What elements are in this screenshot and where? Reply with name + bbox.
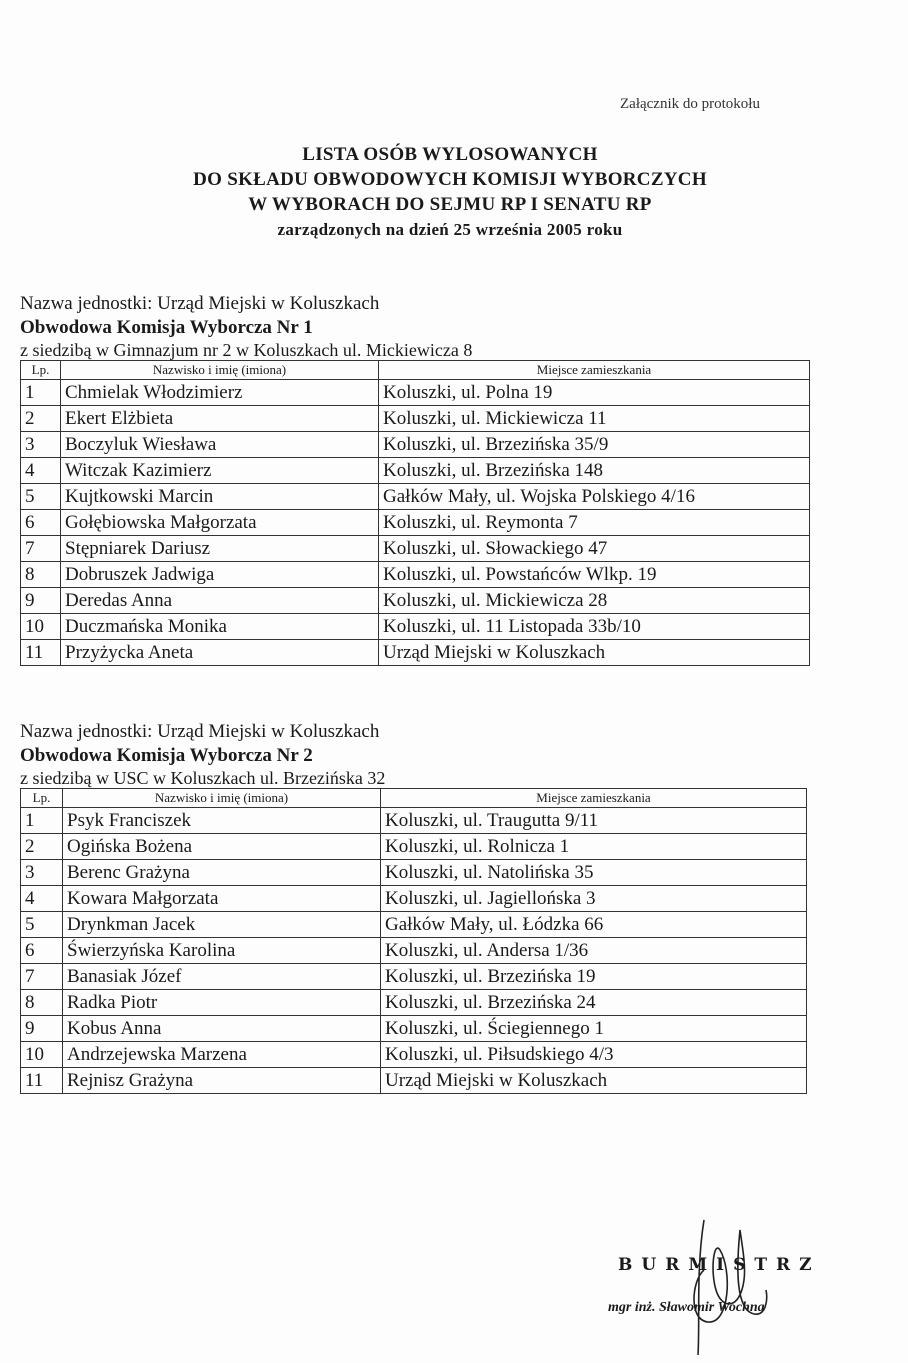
row-lp: 6: [21, 510, 61, 536]
row-address: Urząd Miejski w Koluszkach: [379, 640, 810, 666]
row-address: Koluszki, ul. Andersa 1/36: [381, 938, 807, 964]
row-name: Witczak Kazimierz: [61, 458, 379, 484]
table-row: [21, 834, 807, 860]
row-lp: 1: [21, 808, 63, 834]
table-row: [21, 808, 807, 834]
row-lp: 5: [21, 912, 63, 938]
row-name: Kowara Małgorzata: [63, 886, 381, 912]
row-address: Koluszki, ul. Brzezińska 24: [381, 990, 807, 1016]
row-name: Berenc Grażyna: [63, 860, 381, 886]
table-header-row: [21, 789, 807, 808]
header-address: Miejsce zamieszkania: [381, 789, 807, 808]
row-name: Stępniarek Dariusz: [61, 536, 379, 562]
header-lp: Lp.: [21, 361, 61, 380]
table-row: [21, 432, 810, 458]
row-name: Rejnisz Grażyna: [63, 1068, 381, 1094]
document-title: [100, 142, 800, 242]
row-lp: 4: [21, 886, 63, 912]
table-row: [21, 380, 810, 406]
annex-label: Załącznik do protokołu: [620, 96, 760, 112]
committee-seat: z siedzibą w USC w Koluszkach ul. Brzezińska 32: [20, 768, 386, 788]
table-row: [21, 1016, 807, 1042]
signature-role: BURMISTRZ: [618, 1255, 821, 1275]
row-address: Koluszki, ul. Brzezińska 148: [379, 458, 810, 484]
row-name: Drynkman Jacek: [63, 912, 381, 938]
row-address: Koluszki, ul. 11 Listopada 33b/10: [379, 614, 810, 640]
row-lp: 7: [21, 536, 61, 562]
row-name: Kobus Anna: [63, 1016, 381, 1042]
row-name: Ekert Elżbieta: [61, 406, 379, 432]
row-lp: 10: [21, 614, 61, 640]
row-name: Boczyluk Wiesława: [61, 432, 379, 458]
title-line-3: W WYBORACH DO SEJMU RP I SENATU RP: [248, 194, 652, 215]
row-name: Ogińska Bożena: [63, 834, 381, 860]
handwritten-signature: [670, 1210, 780, 1360]
committee-section-1: [20, 292, 810, 666]
row-lp: 2: [21, 834, 63, 860]
row-name: Radka Piotr: [63, 990, 381, 1016]
row-name: Andrzejewska Marzena: [63, 1042, 381, 1068]
committee-section-2: [20, 720, 810, 1094]
table-row: [21, 886, 807, 912]
header-address: Miejsce zamieszkania: [379, 361, 810, 380]
row-lp: 11: [21, 640, 61, 666]
header-lp: Lp.: [21, 789, 63, 808]
row-address: Koluszki, ul. Ściegiennego 1: [381, 1016, 807, 1042]
row-name: Gołębiowska Małgorzata: [61, 510, 379, 536]
row-name: Deredas Anna: [61, 588, 379, 614]
row-address: Koluszki, ul. Piłsudskiego 4/3: [381, 1042, 807, 1068]
members-table: [20, 360, 810, 666]
row-lp: 3: [21, 860, 63, 886]
table-row: [21, 536, 810, 562]
row-address: Koluszki, ul. Słowackiego 47: [379, 536, 810, 562]
header-name: Nazwisko i imię (imiona): [63, 789, 381, 808]
row-lp: 10: [21, 1042, 63, 1068]
row-lp: 11: [21, 1068, 63, 1094]
row-address: Koluszki, ul. Reymonta 7: [379, 510, 810, 536]
title-line-2: DO SKŁADU OBWODOWYCH KOMISJI WYBORCZYCH: [193, 169, 707, 190]
row-address: Gałków Mały, ul. Łódzka 66: [381, 912, 807, 938]
members-table: [20, 788, 807, 1094]
row-lp: 2: [21, 406, 61, 432]
table-body: [21, 808, 807, 1094]
header-name: Nazwisko i imię (imiona): [61, 361, 379, 380]
row-address: Koluszki, ul. Polna 19: [379, 380, 810, 406]
table-row: [21, 640, 810, 666]
row-name: Kujtkowski Marcin: [61, 484, 379, 510]
row-address: Koluszki, ul. Natolińska 35: [381, 860, 807, 886]
table-row: [21, 510, 810, 536]
row-name: Banasiak Józef: [63, 964, 381, 990]
row-lp: 1: [21, 380, 61, 406]
row-lp: 4: [21, 458, 61, 484]
table-row: [21, 912, 807, 938]
row-address: Urząd Miejski w Koluszkach: [381, 1068, 807, 1094]
unit-name: Nazwa jednostki: Urząd Miejski w Koluszkach: [20, 293, 380, 314]
title-line-1: LISTA OSÓB WYLOSOWANYCH: [302, 144, 598, 165]
row-name: Przyżycka Aneta: [61, 640, 379, 666]
row-address: Koluszki, ul. Powstańców Wlkp. 19: [379, 562, 810, 588]
table-header-row: [21, 361, 810, 380]
row-address: Koluszki, ul. Mickiewicza 11: [379, 406, 810, 432]
table-row: [21, 458, 810, 484]
table-row: [21, 588, 810, 614]
committee-seat: z siedzibą w Gimnazjum nr 2 w Koluszkach ul. Mickiewicza 8: [20, 340, 473, 360]
signature-name: mgr inż. Sławomir Wochna: [608, 1300, 765, 1315]
row-lp: 8: [21, 562, 61, 588]
table-row: [21, 860, 807, 886]
row-address: Koluszki, ul. Brzezińska 19: [381, 964, 807, 990]
table-row: [21, 562, 810, 588]
row-address: Koluszki, ul. Jagiellońska 3: [381, 886, 807, 912]
row-name: Chmielak Włodzimierz: [61, 380, 379, 406]
table-row: [21, 964, 807, 990]
table-row: [21, 1042, 807, 1068]
row-address: Koluszki, ul. Traugutta 9/11: [381, 808, 807, 834]
row-address: Koluszki, ul. Brzezińska 35/9: [379, 432, 810, 458]
row-lp: 7: [21, 964, 63, 990]
table-row: [21, 406, 810, 432]
row-address: Koluszki, ul. Rolnicza 1: [381, 834, 807, 860]
row-lp: 9: [21, 588, 61, 614]
row-address: Koluszki, ul. Mickiewicza 28: [379, 588, 810, 614]
committee-name: Obwodowa Komisja Wyborcza Nr 2: [20, 745, 313, 766]
row-name: Świerzyńska Karolina: [63, 938, 381, 964]
table-row: [21, 614, 810, 640]
unit-name: Nazwa jednostki: Urząd Miejski w Koluszkach: [20, 721, 380, 742]
table-body: [21, 380, 810, 666]
row-name: Dobruszek Jadwiga: [61, 562, 379, 588]
title-line-4: zarządzonych na dzień 25 września 2005 roku: [277, 220, 623, 239]
committee-name: Obwodowa Komisja Wyborcza Nr 1: [20, 317, 313, 338]
row-lp: 9: [21, 1016, 63, 1042]
row-lp: 3: [21, 432, 61, 458]
table-row: [21, 484, 810, 510]
row-lp: 8: [21, 990, 63, 1016]
table-row: [21, 1068, 807, 1094]
table-row: [21, 938, 807, 964]
row-address: Gałków Mały, ul. Wojska Polskiego 4/16: [379, 484, 810, 510]
row-name: Psyk Franciszek: [63, 808, 381, 834]
row-lp: 5: [21, 484, 61, 510]
row-lp: 6: [21, 938, 63, 964]
row-name: Duczmańska Monika: [61, 614, 379, 640]
table-row: [21, 990, 807, 1016]
